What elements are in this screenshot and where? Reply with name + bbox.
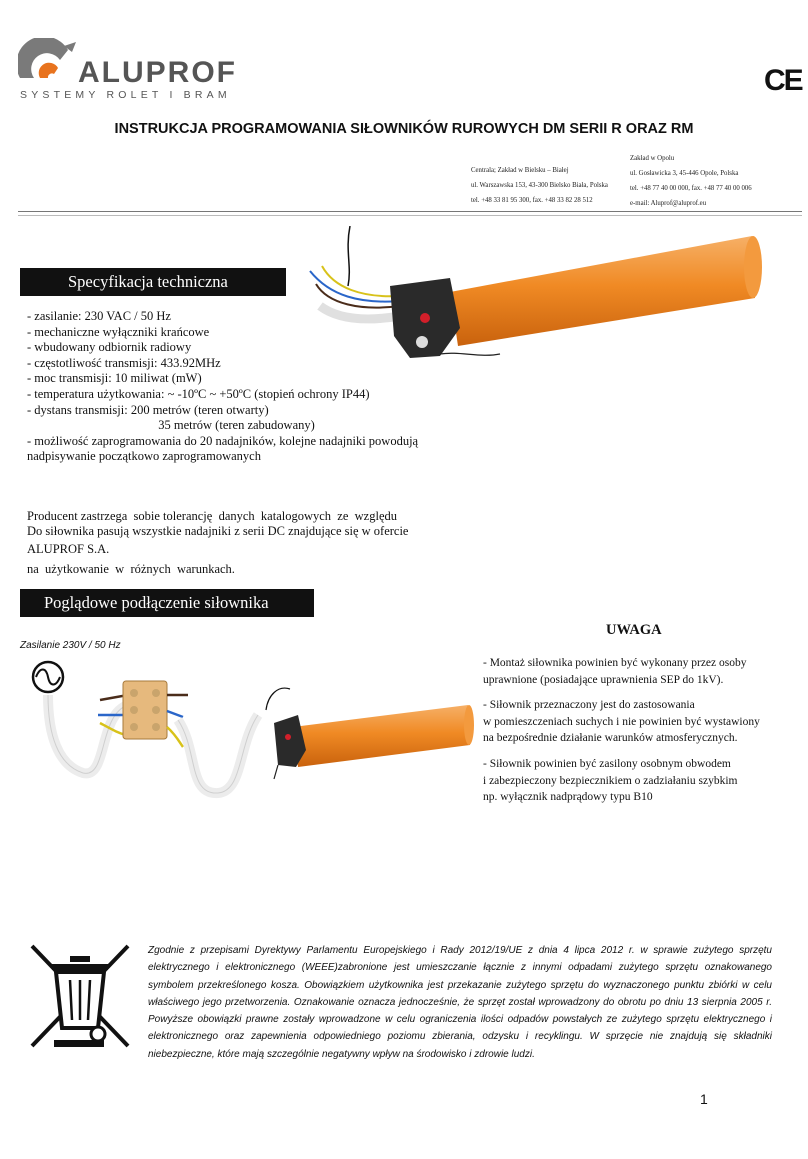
warning-line: - Montaż siłownika powinien być wykonany przez osoby [483, 657, 747, 669]
spec-line: - moc transmisji: 10 miliwat (mW) [27, 371, 202, 386]
warning-title: UWAGA [606, 622, 662, 638]
spec-line: nadpisywanie początkowo zaprogramowanych [27, 449, 261, 464]
address-opole [630, 151, 752, 211]
warning-line: na bezpośrednie działanie warunków atmosferycznych. [483, 732, 738, 744]
address-line: Centrala; Zakład w Bielsku – Białej [471, 167, 569, 174]
spec-section-heading: Specyfikacja techniczna [20, 268, 286, 296]
header-divider-thin [18, 215, 802, 216]
warning-line: np. wyłącznik nadprądowy typu B10 [483, 791, 653, 803]
spec-line: - częstotliwość transmisji: 433.92MHz [27, 355, 221, 370]
transmitters-line: Do siłownika pasują wszystkie nadajniki z serii DC znajdujące się w ofercie [27, 524, 409, 538]
warning-line: - Siłownik powinien być zasilony osobnym obwodem [483, 758, 731, 770]
header-divider [18, 211, 802, 212]
spec-list [27, 309, 418, 465]
tolerance-line: Producent zastrzega sobie tolerancję danych katalogowych ze względu [27, 509, 397, 523]
address-line: tel. +48 77 40 00 000, fax. +48 77 40 00 006 [630, 185, 752, 192]
warning-item [483, 697, 760, 747]
warning-line: - Siłownik przeznaczony jest do zastosowania [483, 699, 695, 711]
warning-line: i zabezpieczony bezpiecznikiem o zadziałaniu szybkim [483, 774, 738, 787]
address-line: Zakład w Opolu [630, 155, 675, 162]
power-supply-label: Zasilanie 230V / 50 Hz [20, 640, 121, 651]
page-number: 1 [700, 1091, 708, 1107]
address-line: tel. +48 33 81 95 300, fax. +48 33 82 28 512 [471, 197, 593, 204]
wiring-diagram-image [28, 655, 478, 800]
address-headquarters [471, 163, 608, 208]
warning-item [483, 756, 737, 806]
brand-tagline: SYSTEMY ROLET I BRAM [20, 89, 231, 101]
connection-section-heading: Poglądowe podłączenie siłownika [20, 589, 314, 617]
document-title: INSTRUKCJA PROGRAMOWANIA SIŁOWNIKÓW RUROWYCH DM SERII R ORAZ RM [114, 121, 694, 137]
weee-disposal-notice: Zgodnie z przepisami Dyrektywy Parlamentu Europejskiego i Rady 2012/19/UE z dnia 4 lipca 2012 r. w sprawie zużytego sprzętu elektrycznego i elektronicznego (WEEE)zabronione jest umieszczanie łącznie z innymi odpadami zużytego sprzętu oznakowanego symbolem przekreślonego kosza. Obowiązkiem użytkownika jest przekazanie zużytego sprzętu do wyznaczonego punktu zbiórki w celu właściwego jego przetworzenia. Oznakowanie oznacza jednocześnie, że sprzęt został wprowadzony do obrotu po dniu 13 sierpnia 2005 r. Powyższe obowiązki prawne zostały wprowadzone w celu ograniczenia ilości odpadów powstałych ze zużytego sprzętu elektrycznego i elektronicznego oraz zapewnienia odpowiedniego poziomu zbierania, odzysku i recyklingu. W sprzęcie nie znajdują się składniki niebezpieczne, które mają szczególnie negatywny wpływ na środowisko i zdrowie ludzi. [148, 945, 772, 1060]
warning-line: w pomieszczeniach suchych i nie powinien być wystawiony [483, 715, 760, 728]
spec-line: - możliwość zaprogramowania do 20 nadajników, kolejne nadajniki powodują [27, 433, 419, 448]
address-line: ul. Warszawska 153, 43-300 Bielsko Biała, Polska [471, 182, 608, 189]
transmitters-note [27, 523, 408, 558]
address-line: e-mail: Aluprof@aluprof.eu [630, 200, 707, 207]
spec-line: - zasilanie: 230 VAC / 50 Hz [27, 309, 171, 323]
ce-mark: CE [764, 64, 802, 97]
spec-line: 35 metrów (teren zabudowany) [27, 418, 315, 433]
transmitters-line: ALUPROF S.A. [27, 541, 110, 556]
spec-line: - wbudowany odbiornik radiowy [27, 340, 192, 355]
aluprof-logo-icon [18, 38, 78, 80]
crossed-out-bin-icon [26, 942, 134, 1052]
spec-line: - dystans transmisji: 200 metrów (teren otwarty) [27, 402, 269, 417]
brand-name: ALUPROF [78, 56, 237, 89]
warning-item [483, 655, 746, 688]
spec-line: - temperatura użytkowania: ~ -10ºC ~ +50ºC (stopień ochrony IP44) [27, 386, 370, 401]
warning-line: uprawnione (posiadające uprawnienia SEP do 1kV). [483, 673, 724, 686]
spec-line: - mechaniczne wyłączniki krańcowe [27, 324, 210, 339]
address-line: ul. Gosławicka 3, 45-446 Opole, Polska [630, 170, 739, 177]
tolerance-line: na użytkowanie w różnych warunkach. [27, 561, 235, 576]
